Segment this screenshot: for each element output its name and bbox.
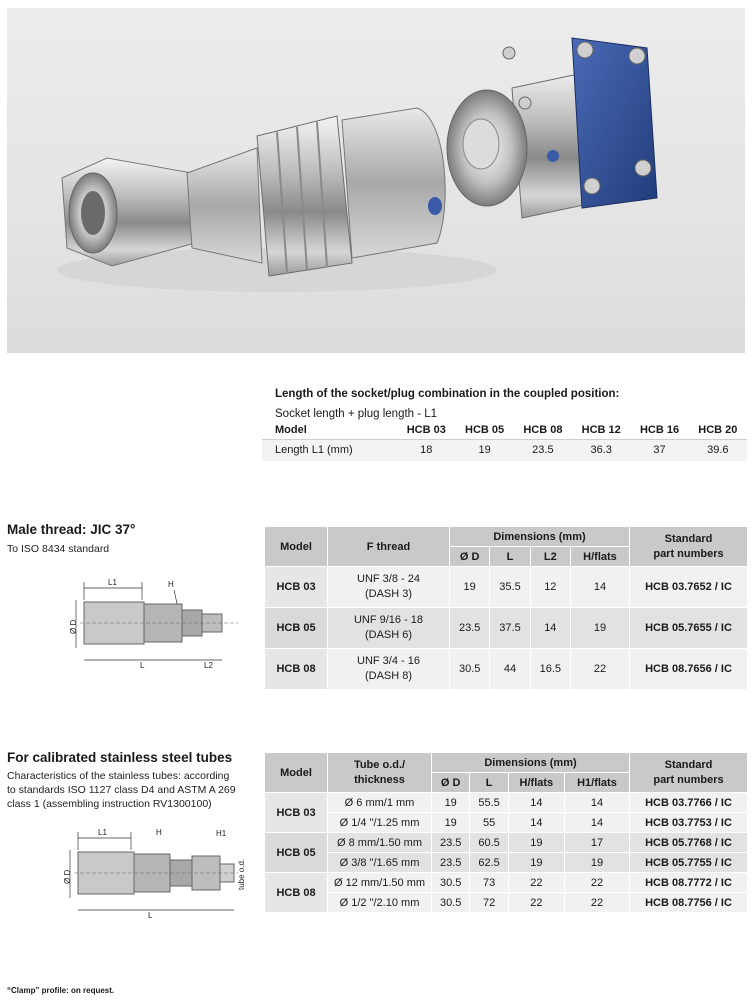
cell-part-number: HCB 03.7652 / IC [630,567,748,608]
header-standard-line2: part numbers [653,547,724,560]
cell-l: 35.5 [490,567,530,608]
cell-model: HCB 05 [265,833,328,873]
length-value: 23.5 [514,439,572,461]
cell-part-number: HCB 05.7768 / IC [630,833,748,853]
cell-tube: Ø 1/2 "/2.10 mm [328,893,432,913]
cell-l: 62.5 [470,853,508,873]
length-table [262,421,747,461]
header-standard-line1: Standard [664,758,713,771]
cell-h: 14 [508,793,564,813]
table-row [265,893,748,913]
header-d: Ø D [432,773,470,793]
cell-h: 14 [570,567,629,608]
tube-desc-line: class 1 (assembling instruction RV1300100) [7,798,212,810]
header-model: Model [265,753,328,793]
cell-l2: 14 [530,608,570,649]
length-value: 36.3 [572,439,630,461]
jic-diagram-l1: L1 [108,578,117,587]
length-header-cell: HCB 12 [581,423,621,436]
header-l: L [490,547,530,567]
cell-thread [328,567,450,608]
table-row [265,853,748,873]
cell-l2: 16.5 [530,649,570,690]
cell-thread-line2: (DASH 6) [364,629,413,641]
header-dimensions: Dimensions (mm) [432,753,630,773]
table-row [265,793,748,813]
tube-diagram-tube: tube o.d. [237,858,246,890]
cell-l2: 12 [530,567,570,608]
header-standard-line2: part numbers [653,773,724,786]
cell-d: 23.5 [432,853,470,873]
cell-d: 30.5 [432,893,470,913]
cell-h: 22 [508,893,564,913]
cell-d: 23.5 [432,833,470,853]
cell-part-number: HCB 05.7655 / IC [630,608,748,649]
tube-desc [7,769,236,811]
tube-diagram [56,820,256,920]
jic-diagram-d: Ø D [69,619,78,634]
cell-h1: 17 [564,833,629,853]
header-dimensions: Dimensions (mm) [450,527,630,547]
length-value: 18 [397,439,455,461]
cell-part-number: HCB 08.7772 / IC [630,873,748,893]
cell-d: 23.5 [450,608,490,649]
cell-d: 30.5 [432,873,470,893]
cell-model: HCB 08 [265,649,328,690]
length-value: 37 [630,439,688,461]
header-hflats: H/flats [508,773,564,793]
cell-part-number: HCB 03.7766 / IC [630,793,748,813]
cell-model: HCB 08 [265,873,328,913]
cell-d: 19 [432,793,470,813]
jic-subtitle: To ISO 8434 standard [7,543,110,555]
length-header-cell: HCB 08 [523,423,563,436]
tube-diagram-l: L [148,911,153,920]
jic-table [264,526,748,690]
cell-l: 60.5 [470,833,508,853]
header-h1flats: H1/flats [564,773,629,793]
jic-title: Male thread: JIC 37° [7,522,136,537]
tube-desc-line: to standards ISO 1127 class D4 and ASTM A 269 [7,784,236,796]
header-d: Ø D [450,547,490,567]
header-tube-line1: Tube o.d./ [353,758,406,771]
tube-diagram-l1: L1 [98,828,107,837]
jic-diagram-h: H [168,580,174,589]
tube-table [264,752,748,913]
cell-tube: Ø 8 mm/1.50 mm [328,833,432,853]
cell-thread-line1: UNF 3/8 - 24 [357,573,420,585]
header-tube-line2: thickness [354,773,405,786]
cell-thread-line2: (DASH 8) [364,670,413,682]
length-formula: Socket length + plug length - L1 [275,408,438,420]
cell-tube: Ø 1/4 "/1.25 mm [328,813,432,833]
cell-h: 19 [570,608,629,649]
cell-thread [328,649,450,690]
cell-h: 22 [508,873,564,893]
cell-model: HCB 03 [265,567,328,608]
cell-d: 19 [432,813,470,833]
cell-tube: Ø 6 mm/1 mm [328,793,432,813]
tube-diagram-d: Ø D [63,869,72,884]
header-tube [328,753,432,793]
tube-title: For calibrated stainless steel tubes [7,750,233,765]
product-photo [7,8,745,353]
cell-h1: 14 [564,813,629,833]
jic-diagram [62,570,252,670]
tube-diagram-h: H [156,828,162,837]
header-l2: L2 [530,547,570,567]
table-row [265,813,748,833]
table-row [265,649,748,690]
length-header-model: Model [275,423,307,436]
cell-d: 19 [450,567,490,608]
header-standard-line1: Standard [664,532,713,545]
length-header-cell: HCB 05 [465,423,505,436]
cell-model: HCB 05 [265,608,328,649]
cell-h: 19 [508,833,564,853]
table-row [265,608,748,649]
cell-h: 19 [508,853,564,873]
cell-tube: Ø 12 mm/1.50 mm [328,873,432,893]
cell-l: 72 [470,893,508,913]
cell-h1: 22 [564,893,629,913]
cell-part-number: HCB 08.7756 / IC [630,893,748,913]
header-l: L [470,773,508,793]
cell-h: 14 [508,813,564,833]
jic-diagram-l2: L2 [204,661,213,670]
length-header-cell: HCB 03 [406,423,446,436]
header-thread: F thread [328,527,450,567]
header-model: Model [265,527,328,567]
cell-l: 55 [470,813,508,833]
cell-l: 55.5 [470,793,508,813]
cell-l: 37.5 [490,608,530,649]
cell-h1: 19 [564,853,629,873]
table-row [265,567,748,608]
length-section [262,385,747,461]
footnote: “Clamp” profile: on request. [7,986,115,995]
cell-l: 44 [490,649,530,690]
cell-d: 30.5 [450,649,490,690]
table-row [265,833,748,853]
jic-diagram-l: L [140,661,145,670]
length-title: Length of the socket/plug combination in the coupled position: [275,388,620,400]
header-hflats: H/flats [570,547,629,567]
cell-thread-line1: UNF 3/4 - 16 [357,655,420,667]
table-row [265,873,748,893]
tube-desc-line: Characteristics of the stainless tubes: according [7,770,230,782]
table-row [262,439,747,461]
cell-h: 22 [570,649,629,690]
cell-thread-line1: UNF 9/16 - 18 [353,614,424,626]
cell-thread [328,608,450,649]
cell-h1: 14 [564,793,629,813]
cell-part-number: HCB 08.7656 / IC [630,649,748,690]
length-header-cell: HCB 16 [639,423,680,436]
header-standard [630,527,748,567]
coupling-illustration [7,8,745,353]
cell-model: HCB 03 [265,793,328,833]
cell-thread-line2: (DASH 3) [364,588,413,600]
cell-l: 73 [470,873,508,893]
length-value: 39.6 [689,439,747,461]
cell-tube: Ø 3/8 "/1.65 mm [328,853,432,873]
tube-diagram-h1: H1 [216,829,227,838]
cell-part-number: HCB 05.7755 / IC [630,853,748,873]
cell-part-number: HCB 03.7753 / IC [630,813,748,833]
length-value: 19 [455,439,513,461]
header-standard [630,753,748,793]
cell-h1: 22 [564,873,629,893]
length-header-cell: HCB 20 [698,423,738,436]
length-row-label: Length L1 (mm) [262,439,397,461]
